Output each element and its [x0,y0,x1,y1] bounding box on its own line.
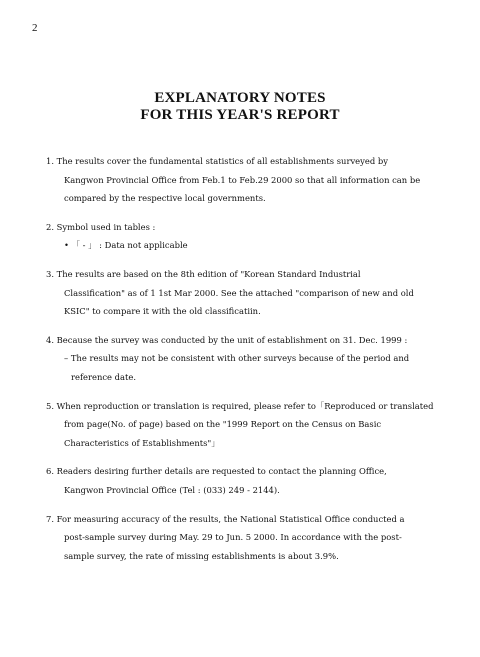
title-line-2: FOR THIS YEAR'S REPORT [140,107,340,123]
note-item-3 [46,265,446,321]
note-line: KSIC" to compare it with the old classificatiin. [64,306,261,317]
note-line: 2. Symbol used in tables : [46,221,156,232]
explanatory-notes-list [46,152,446,575]
note-line: reference date. [71,371,137,382]
note-line: post-sample survey during May. 29 to Jun. 5 2000. In accordance with the post- [64,532,402,543]
note-item-7 [46,510,446,566]
note-item-6 [46,462,446,499]
note-line: Classification" as of 1 1st Mar 2000. See the attached "comparison of new and old [64,287,414,298]
note-line: from page(No. of page) based on the "1999 Report on the Census on Basic [64,419,382,430]
page-number: 2 [32,22,38,34]
note-item-5 [46,397,446,453]
note-item-4 [46,331,446,387]
note-line: sample survey, the rate of missing establishments is about 3.9%. [64,550,339,561]
note-line: Characteristics of Establishments"」 [64,437,220,448]
note-line: 7. For measuring accuracy of the results, the National Statistical Office conducted a [46,513,405,524]
page-title [0,90,480,124]
note-line: compared by the respective local governments. [64,193,266,204]
note-line: 5. When reproduction or translation is required, please refer to「Reproduced or translated [46,400,434,411]
note-item-1 [46,152,446,208]
note-line: 6. Readers desiring further details are requested to contact the planning Office, [46,466,387,477]
note-line: Kangwon Provincial Office from Feb.1 to Feb.29 2000 so that all information can be [64,174,421,185]
note-line: – The results may not be consistent with other surveys because of the period and [64,353,410,364]
note-line: 3. The results are based on the 8th edition of "Korean Standard Industrial [46,268,361,279]
note-item-2 [46,218,446,255]
title-line-1: EXPLANATORY NOTES [154,90,326,106]
note-line: 4. Because the survey was conducted by the unit of establishment on 31. Dec. 1999 : [46,334,408,345]
note-line: • 「 - 」 : Data not applicable [64,240,188,251]
note-line: Kangwon Provincial Office (Tel : (033) 249 - 2144). [64,484,280,495]
note-line: 1. The results cover the fundamental statistics of all establishments surveyed by [46,156,388,166]
